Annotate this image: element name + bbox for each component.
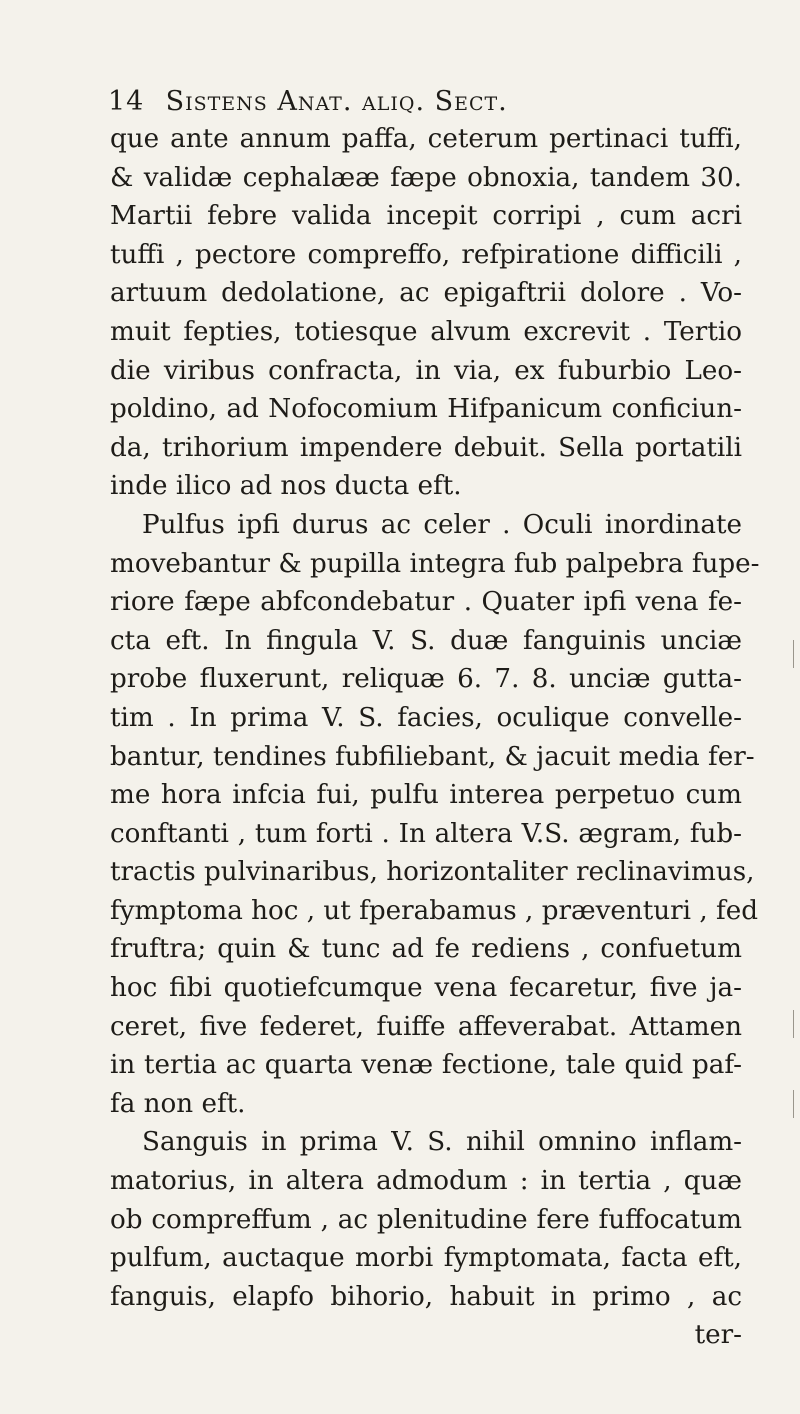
text-line: fa non eft.: [110, 1088, 246, 1119]
text-line: ob compreffum , ac plenitudine fere fuffocatum: [110, 1204, 742, 1235]
text-line: cta eft. In fingula V. S. duæ fanguinis unciæ: [110, 625, 742, 656]
page-number: 14: [108, 86, 145, 117]
text-line: artuum dedolatione, ac epigaftrii dolore . Vo-: [110, 278, 742, 309]
text-line: conftanti , tum forti . In altera V.S. ægram, fub-: [110, 818, 742, 849]
text-line: fanguis, elapfo bihorio, habuit in primo , ac: [110, 1281, 742, 1312]
text-body: [110, 120, 760, 1355]
text-line: in tertia ac quarta venæ fectione, tale quid paf-: [110, 1050, 742, 1081]
page-edge-mark: [793, 1010, 800, 1038]
catchword: ter-: [694, 1320, 742, 1351]
running-header: [108, 86, 688, 122]
running-title: Sistens Anat. aliq. Sect.: [165, 86, 508, 117]
text-line: pulfum, auctaque morbi fymptomata, facta eft,: [110, 1243, 742, 1274]
text-line: poldino, ad Nofocomium Hifpanicum conficiun-: [110, 394, 742, 425]
text-line: movebantur & pupilla integra fub palpebra fupe-: [110, 548, 760, 579]
paragraph-start: Sanguis in prima V. S. nihil omnino inflam-: [142, 1127, 742, 1158]
text-line: tuffi , pectore compreffo, refpiratione difficili ,: [110, 239, 742, 270]
text-line: me hora infcia fui, pulfu interea perpetuo cum: [110, 780, 742, 811]
page-edge-mark: [793, 640, 800, 668]
text-line: hoc fibi quotiefcumque vena fecaretur, five ja-: [110, 973, 742, 1004]
text-line: muit fepties, totiesque alvum excrevit . Tertio: [110, 316, 742, 347]
text-line: fymptoma hoc , ut fperabamus , præventuri , fed: [110, 895, 758, 926]
text-line: probe fluxerunt, reliquæ 6. 7. 8. unciæ gutta-: [110, 664, 742, 695]
paragraph-start: Pulfus ipfi durus ac celer . Oculi inordinate: [142, 509, 742, 540]
text-line: matorius, in altera admodum : in tertia , quæ: [110, 1166, 742, 1197]
text-line: tim . In prima V. S. facies, oculique convelle-: [110, 702, 742, 733]
text-line: die viribus confracta, in via, ex fuburbio Leo-: [110, 355, 742, 386]
text-line: que ante annum paffa, ceterum pertinaci tuffi,: [110, 124, 742, 154]
text-line: fruftra; quin & tunc ad fe rediens , confuetum: [110, 934, 742, 965]
text-line: ceret, five federet, fuiffe affeverabat. Attamen: [110, 1011, 742, 1042]
text-line: da, trihorium impendere debuit. Sella portatili: [110, 432, 742, 463]
text-line: Martii febre valida incepit corripi , cum acri: [110, 201, 742, 232]
page-edge-mark: [793, 1090, 800, 1118]
text-line: & validæ cephalææ fæpe obnoxia, tandem 30.: [110, 162, 742, 193]
text-line: bantur, tendines fubfiliebant, & jacuit media fer-: [110, 741, 755, 772]
text-line: riore fæpe abfcondebatur . Quater ipfi vena fe-: [110, 587, 742, 618]
text-line: inde ilico ad nos ducta eft.: [110, 471, 462, 502]
text-line: tractis pulvinaribus, horizontaliter reclinavimus,: [110, 857, 755, 888]
